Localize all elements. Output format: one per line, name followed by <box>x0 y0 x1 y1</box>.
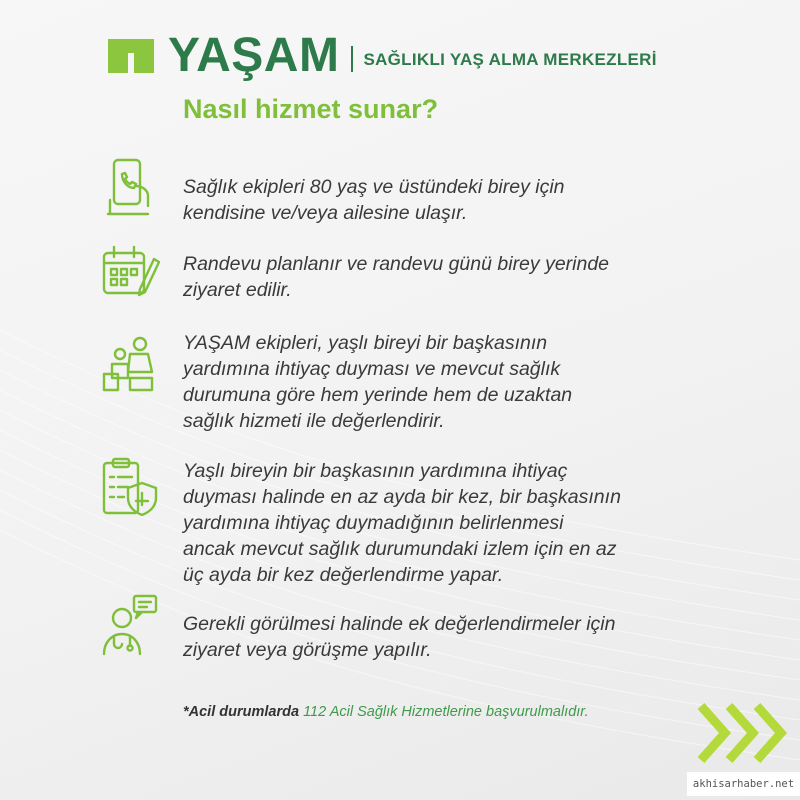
chevron-right-arrows-icon <box>695 700 795 766</box>
caregiver-elderly-icon <box>100 334 160 396</box>
emergency-footnote: *Acil durumlarda 112 Acil Sağlık Hizmetlerine başvurulmalıdır. <box>183 704 589 720</box>
service-step-text: YAŞAM ekipleri, yaşlı bireyi bir başkasının yardımına ihtiyaç duyması ve mevcut sağlık durumuna göre hem yerinde hem de uzaktan sağlık hizmeti ile değerlendirir. <box>183 332 573 432</box>
service-step-text: Yaşlı bireyin bir başkasının yardımına ihtiyaç duyması halinde en az ayda bir kez, bir başkasının yardımına ihtiyaç duymadığının belirlenmesi ancak mevcut sağlık durumundaki izlem için en az üç ayda bir kez değerlendirme yapar. <box>183 460 621 586</box>
header-divider <box>351 46 353 72</box>
page-title: Nasıl hizmet sunar? <box>183 94 439 124</box>
watermark: akhisarhaber.net <box>687 772 800 796</box>
phone-hand-icon <box>100 156 160 218</box>
brand-subtitle: SAĞLIKLI YAŞ ALMA MERKEZLERİ <box>363 50 657 69</box>
service-step-text: Sağlık ekipleri 80 yaş ve üstündeki birey için kendisine ve/veya ailesine ulaşır. <box>183 176 565 224</box>
brand-name: YAŞAM <box>168 29 340 82</box>
clipboard-shield-icon <box>100 457 160 519</box>
calendar-pen-icon <box>100 243 160 305</box>
doctor-chat-icon <box>100 594 160 656</box>
logo-mark <box>108 39 154 73</box>
service-step-text: Randevu planlanır ve randevu günü birey yerinde ziyaret edilir. <box>183 253 610 301</box>
header <box>108 29 657 82</box>
service-step-text: Gerekli görülmesi halinde ek değerlendirmeler için ziyaret veya görüşme yapılır. <box>183 613 616 661</box>
